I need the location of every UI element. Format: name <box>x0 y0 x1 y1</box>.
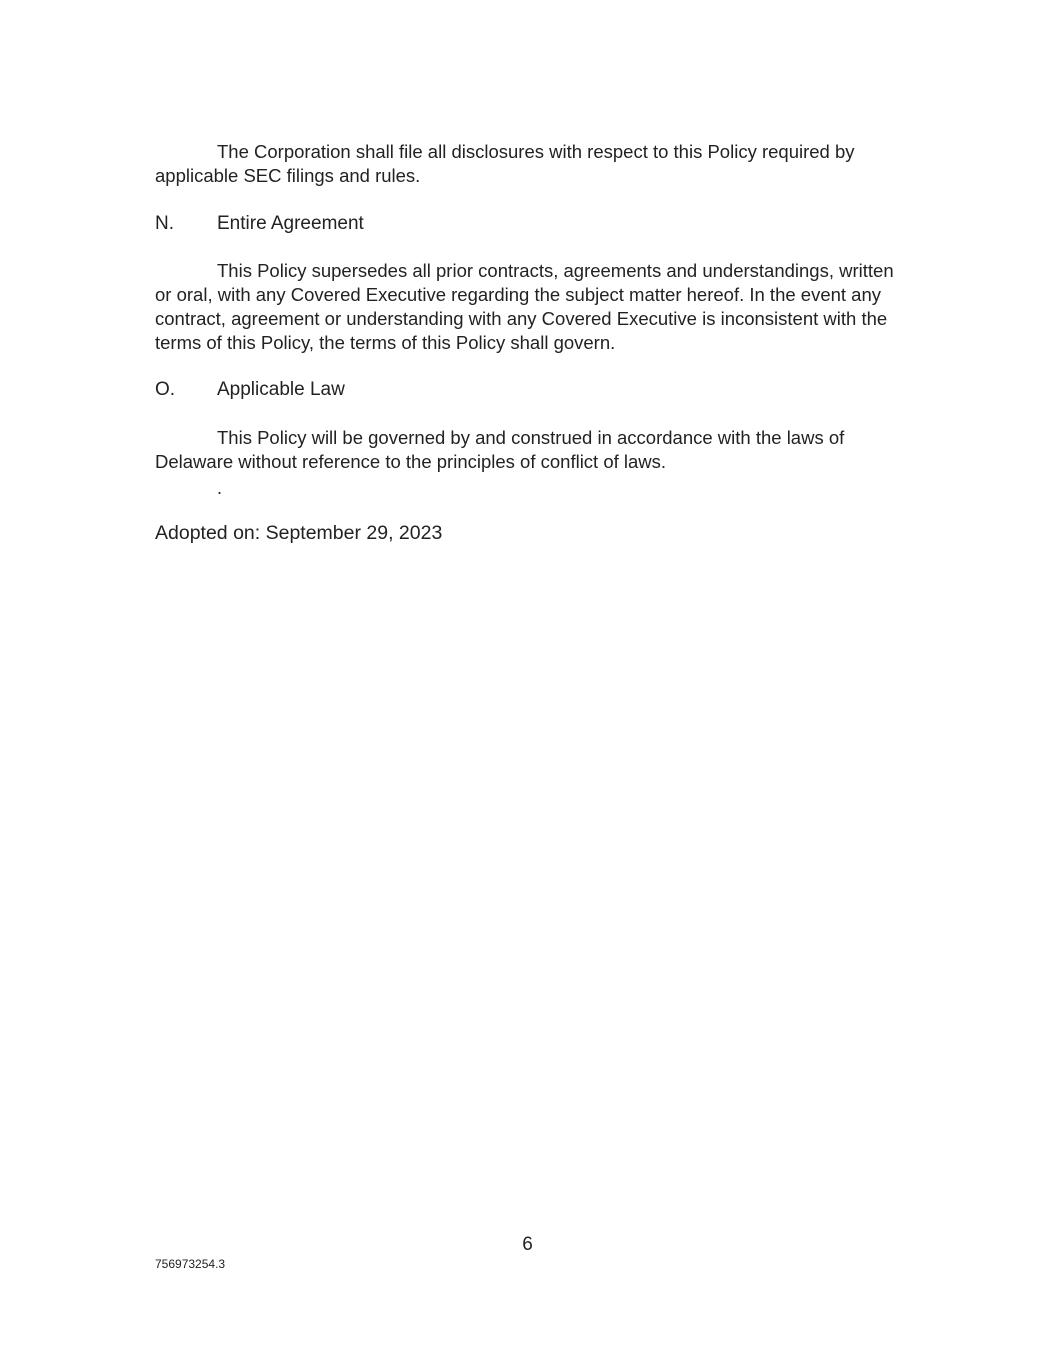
entire-agreement-paragraph <box>155 259 905 355</box>
paragraph-line: The Corporation shall file all disclosures with respect to this Policy required by <box>217 141 855 162</box>
trailing-period: . <box>217 478 223 498</box>
paragraph-line: contract, agreement or understanding with any Covered Executive is inconsistent with the <box>155 308 888 329</box>
paragraph-line: This Policy will be governed by and construed in accordance with the laws of <box>217 427 845 448</box>
document-id: 756973254.3 <box>155 1257 226 1271</box>
applicable-law-paragraph <box>155 426 905 474</box>
adopted-date: Adopted on: September 29, 2023 <box>155 522 443 544</box>
section-heading-o <box>155 378 345 402</box>
section-title: Entire Agreement <box>217 213 364 234</box>
section-heading-n <box>155 212 364 236</box>
paragraph-line: Delaware without reference to the principles of conflict of laws. <box>155 451 667 472</box>
paragraph-line: terms of this Policy, the terms of this Policy shall govern. <box>155 332 616 353</box>
section-number: N. <box>155 213 174 234</box>
paragraph-line: or oral, with any Covered Executive regarding the subject matter hereof. In the event any <box>155 284 882 305</box>
paragraph-line: applicable SEC filings and rules. <box>155 165 421 186</box>
paragraph-line: This Policy supersedes all prior contracts, agreements and understandings, written <box>217 260 894 281</box>
disclosure-paragraph <box>155 140 905 188</box>
section-number: O. <box>155 379 176 400</box>
section-title: Applicable Law <box>217 379 345 400</box>
page-number: 6 <box>522 1234 533 1255</box>
